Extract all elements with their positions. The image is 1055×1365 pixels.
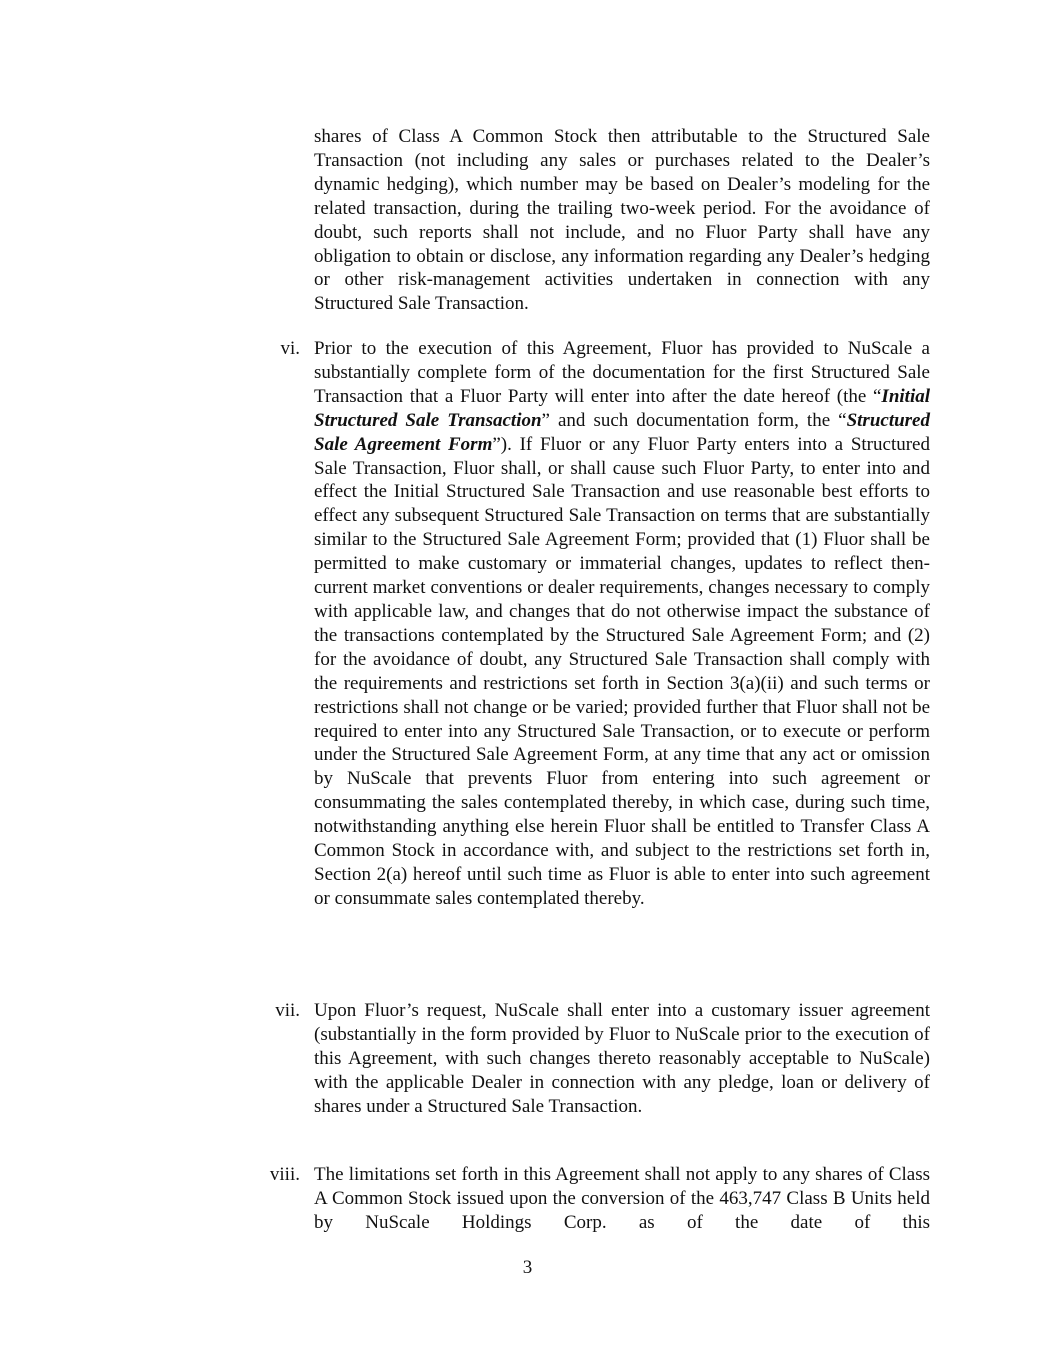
item-number-vi: vi.	[280, 338, 300, 359]
continuation-paragraph	[314, 125, 930, 316]
page-number: 3	[522, 1257, 533, 1278]
item-vi-text-part2: ” and such documentation form, the “	[541, 409, 847, 431]
item-number-viii: viii.	[269, 1164, 300, 1185]
defined-term-initial-structured-sale-transaction: Initial Structured Sale Transaction	[314, 385, 930, 431]
continuation-text: shares of Class A Common Stock then attributable to the Structured Sale Transaction (not including any sales or purchases related to the Dealer’s dynamic hedging), which number may be based on Dealer’s modeling for the related transaction, during the trailing two-week period. For the avoidance of doubt, such reports shall not include, and no Fluor Party shall have any obligation to obtain or disclose, any information regarding any Dealer’s hedging or other risk-management activities undertaken in connection with any Structured Sale Transaction.	[314, 126, 930, 315]
item-paragraph-viii	[314, 1163, 930, 1235]
defined-term-structured-sale-agreement-form: Structured Sale Agreement Form	[314, 409, 930, 455]
item-paragraph-vi	[314, 337, 930, 911]
item-vi-text-part1: Prior to the execution of this Agreement, Fluor has provided to NuScale a substantially complete form of the documentation for the first Structured Sale Transaction that a Fluor Party will enter into after the date hereof (the “	[314, 338, 930, 407]
item-paragraph-vii	[314, 999, 930, 1119]
item-number-vii: vii.	[275, 1000, 300, 1021]
item-vi-text-part3: ”). If Fluor or any Fluor Party enters into a Structured Sale Transaction, Fluor shall, or shall cause such Fluor Party, to enter into and effect the Initial Structured Sale Transaction and use reasonable best efforts to effect any subsequent Structured Sale Transaction on terms that are substantially similar to the Structured Sale Agreement Form; provided that (1) Fluor shall be permitted to make customary or immaterial changes, updates to reflect then-current market conventions or dealer requirements, changes necessary to comply with applicable law, and changes that do not otherwise impact the substance of the transactions contemplated by the Structured Sale Agreement Form; and (2) for the avoidance of doubt, any Structured Sale Transaction shall comply with the requirements and restrictions set forth in Section 3(a)(ii) and such terms or restrictions shall not change or be varied; provided further that Fluor shall not be required to enter into any Structured Sale Transaction, or to execute or perform under the Structured Sale Agreement Form, at any time that any act or omission by NuScale that prevents Fluor from entering into such agreement or consummating the sales contemplated thereby, in which case, during such time, notwithstanding anything else herein Fluor shall be entitled to Transfer Class A Common Stock in accordance with, and subject to the restrictions set forth in, Section 2(a) hereof until such time as Fluor is able to enter into such agreement or consummate sales contemplated thereby.	[314, 433, 930, 909]
item-vii-text: Upon Fluor’s request, NuScale shall enter into a customary issuer agreement (substantially in the form provided by Fluor to NuScale prior to the execution of this Agreement, with such changes thereto reasonably acceptable to NuScale) with the applicable Dealer in connection with any pledge, loan or delivery of shares under a Structured Sale Transaction.	[314, 1000, 930, 1117]
item-viii-text: The limitations set forth in this Agreement shall not apply to any shares of Class A Common Stock issued upon the conversion of the 463,747 Class B Units held by NuScale Holdings Corp. as of the date of this	[314, 1164, 930, 1233]
